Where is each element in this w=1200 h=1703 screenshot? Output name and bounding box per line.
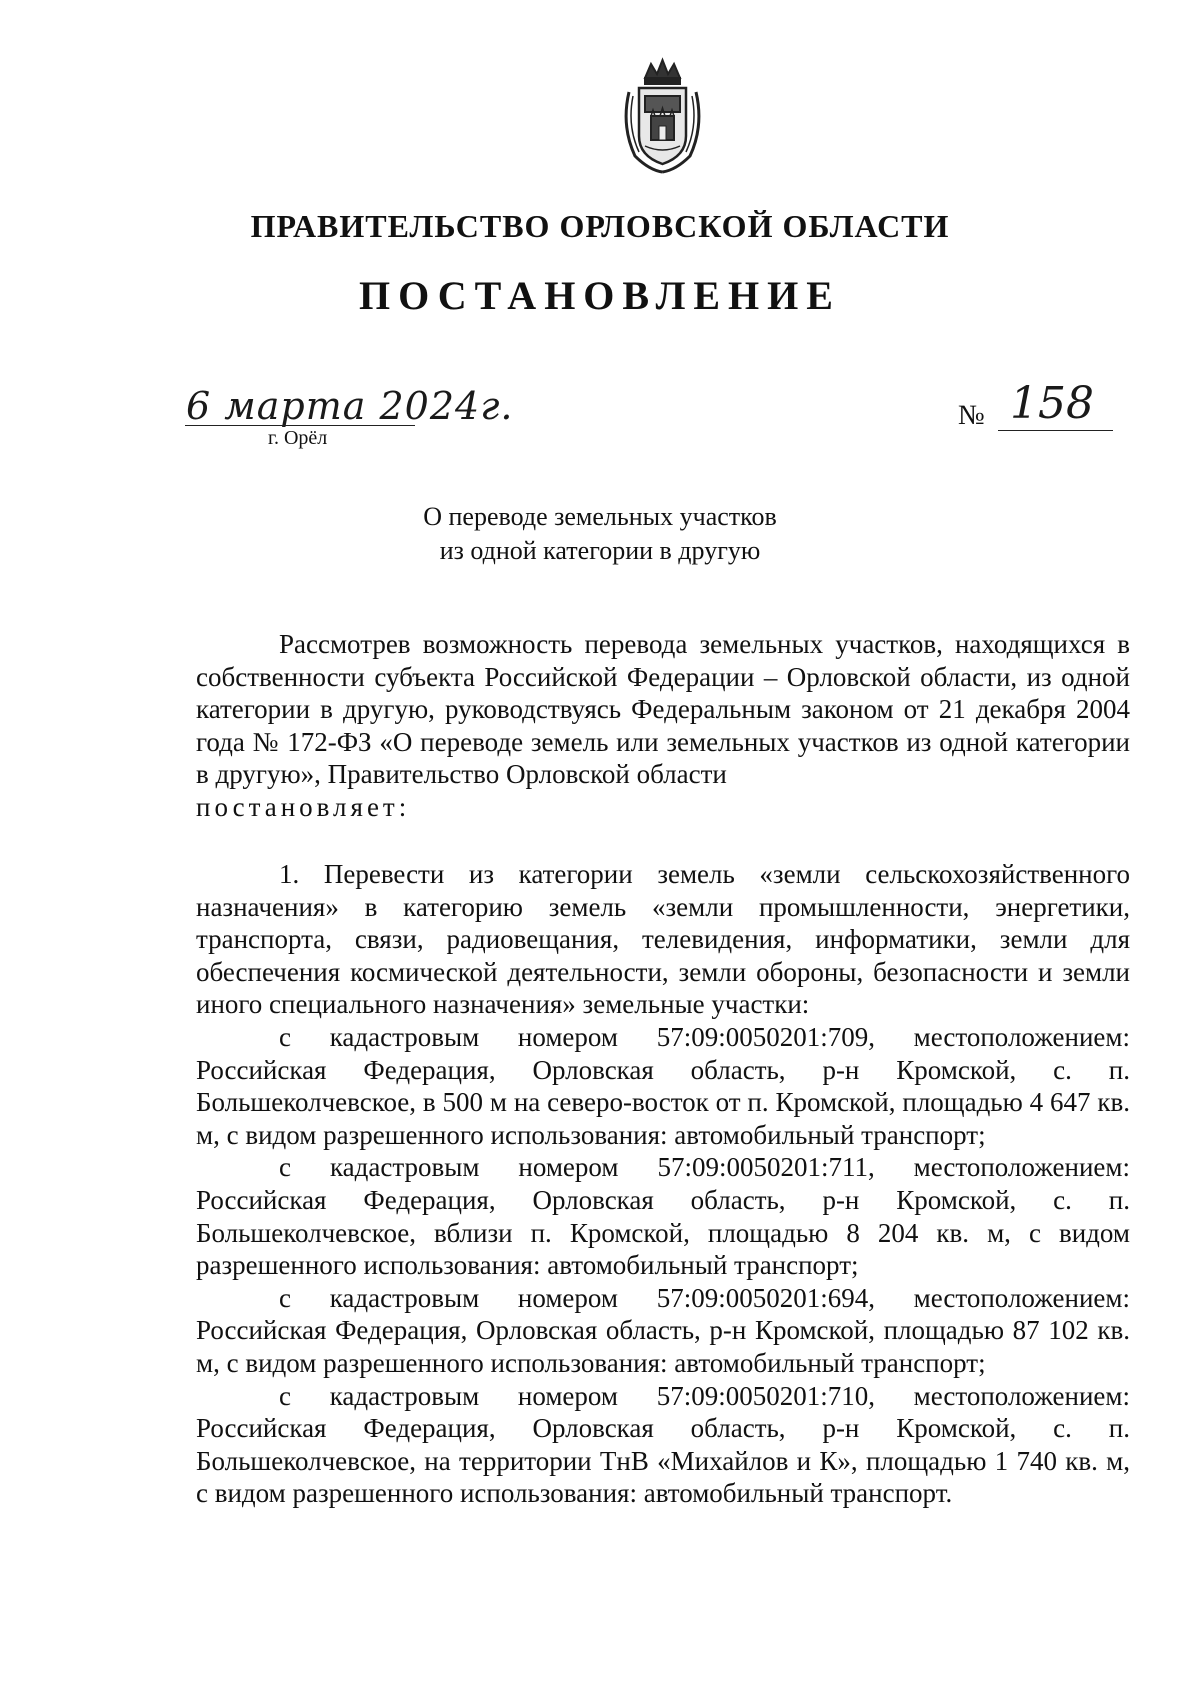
handwritten-number: 158 (1010, 378, 1094, 429)
subject-line-1: О переводе земельных участков (423, 502, 777, 531)
number-underline (998, 430, 1113, 431)
item-1-paragraph: 1. Перевести из категории земель «земли сельскохозяйственного назначения» в категорию земель «земли промышленности, энергетики, транспорта, связи, радиовещания, телевидения, информатики, земли для обеспечения космической деятельности, земли обороны, безопасности и земли иного специального назначения» земельные участки: (196, 859, 1130, 1020)
preamble-paragraph: Рассмотрев возможность перевода земельных участков, находящихся в собственности субъекта Российской Федерации – Орловской области, из одной категории в другую, руководствуясь Федеральным законом от 21 декабря 2004 года № 172-ФЗ «О переводе земель или земельных участков из одной категории в другую», Правительство Орловской области (196, 629, 1130, 790)
document-subject (0, 500, 1200, 568)
city-label: г. Орёл (268, 427, 328, 449)
preamble-block (196, 628, 1130, 824)
date-underline (185, 425, 415, 426)
plot-paragraph: с кадастровым номером 57:09:0050201:709, местоположением: Российская Федерация, Орловская область, р-н Кромской, с. п. Большеколчевское, в 500 м на северо-восток от п. Кромской, площадью 4 647 кв. м, с видом разрешенного использования: автомобильный транспорт; (196, 1021, 1130, 1150)
plot-paragraph: с кадастровым номером 57:09:0050201:711, местоположением: Российская Федерация, Орловская область, р-н Кромской, с. п. Большеколчевское, вблизи п. Кромской, площадью 8 204 кв. м, с видом разрешенного использования: автомобильный транспорт; (196, 1152, 1130, 1281)
decision-block (196, 858, 1130, 1510)
number-label: № (958, 400, 985, 431)
organization-title: ПРАВИТЕЛЬСТВО ОРЛОВСКОЙ ОБЛАСТИ (250, 208, 950, 244)
handwritten-date: 6 марта 2024г. (186, 384, 514, 428)
document-type-title: ПОСТАНОВЛЕНИЕ (359, 273, 841, 318)
plot-paragraph: с кадастровым номером 57:09:0050201:694, местоположением: Российская Федерация, Орловская область, р-н Кромской, площадью 87 102 кв. м, с видом разрешенного использования: автомобильный транспорт; (196, 1282, 1130, 1378)
subject-line-2: из одной категории в другую (439, 536, 761, 565)
plot-paragraph: с кадастровым номером 57:09:0050201:710, местоположением: Российская Федерация, Орловская область, р-н Кромской, с. п. Большеколчевское, на территории ТнВ «Михайлов и К», площадью 1 740 кв. м, с видом разрешенного использования: автомобильный транспорт. (196, 1380, 1130, 1509)
decree-word: постановляет: (196, 791, 411, 822)
coat-of-arms-icon (615, 56, 710, 176)
